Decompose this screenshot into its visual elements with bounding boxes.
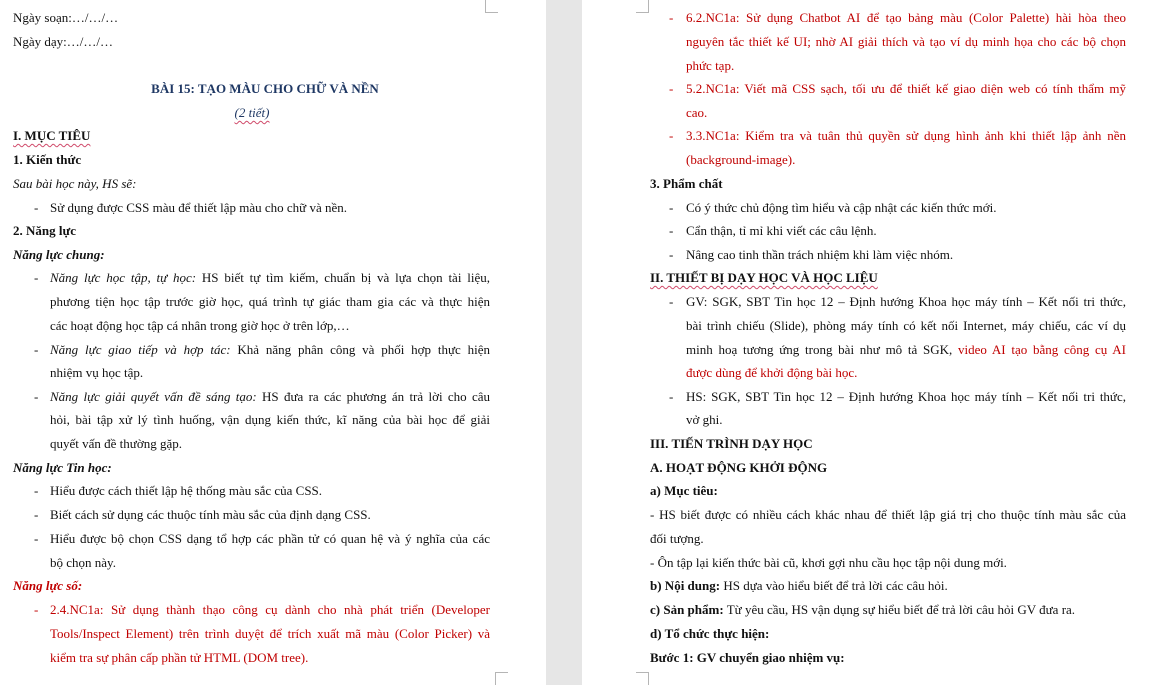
nang-luc-so-item-3: 5.2.NC1a: Viết mã CSS sạch, tối ưu để thiết kế giao diện web có tính thẩm mỹ	[686, 81, 1126, 96]
nang-luc-hoc-tap: Năng lực học tập, tự học: HS biết tự tìm kiếm, chuẩn bị và lựa chọn tài liệu,	[50, 270, 490, 285]
pham-chat-item-1: Có ý thức chủ động tìm hiểu và cập nhật các kiến thức mới.	[686, 200, 997, 215]
document-page-left	[0, 0, 546, 685]
pham-chat-item-2: Cẩn thận, tỉ mỉ khi viết các câu lệnh.	[686, 223, 877, 238]
heading-nang-luc: 2. Năng lực	[13, 223, 77, 238]
section-heading-thiet-bi: II. THIẾT BỊ DẠY HỌC VÀ HỌC LIỆU	[650, 270, 878, 285]
nang-luc-giai-quyet-line3: quyết vấn đề thường gặp.	[50, 436, 182, 451]
pham-chat-item-3: Nâng cao tinh thần trách nhiệm khi làm việc nhóm.	[686, 247, 954, 262]
heading-khoi-dong: A. HOẠT ĐỘNG KHỞI ĐỘNG	[650, 460, 828, 475]
bullet-dash: -	[669, 223, 674, 238]
bullet-dash: -	[34, 531, 39, 546]
bullet-dash: -	[34, 389, 39, 404]
heading-to-chuc: d) Tổ chức thực hiện:	[650, 626, 770, 641]
muc-tieu-item-1: - HS biết được có nhiều cách khác nhau để thiết lập giá trị cho thuộc tính màu sắc của	[650, 507, 1126, 522]
nang-luc-so-item-4: 3.3.NC1a: Kiểm tra và tuân thủ quyền sử dụng hình ảnh khi thiết lập ảnh nền	[686, 128, 1126, 143]
section-heading-tien-trinh: III. TIẾN TRÌNH DẠY HỌC	[650, 436, 813, 451]
bullet-dash: -	[34, 602, 39, 617]
heading-nang-luc-so: Năng lực số:	[13, 578, 83, 593]
nang-luc-so-item-2-line3: phức tạp.	[686, 58, 735, 73]
bullet-dash: -	[34, 507, 39, 522]
heading-nang-luc-tin-hoc: Năng lực Tin học:	[13, 460, 112, 475]
nang-luc-giao-tiep-line2: nhiệm vụ học tập.	[50, 365, 144, 380]
bullet-dash: -	[34, 483, 39, 498]
nang-luc-so-item-1: 2.4.NC1a: Sử dụng thành thạo công cụ dành cho nhà phát triển (Developer	[50, 602, 490, 617]
page-corner-mark	[636, 0, 649, 13]
heading-nang-luc-chung: Năng lực chung:	[13, 247, 105, 262]
ngay-soan: Ngày soạn:…/…/…	[13, 10, 119, 25]
kien-thuc-item: Sử dụng được CSS màu để thiết lập màu cho chữ và nền.	[50, 200, 347, 215]
heading-kien-thuc: 1. Kiến thức	[13, 152, 82, 167]
heading-pham-chat: 3. Phẩm chất	[650, 176, 723, 191]
nang-luc-so-item-1-line3: kiểm tra sự phân cấp phần tử HTML (DOM tree).	[50, 650, 309, 665]
bullet-dash: -	[34, 270, 39, 285]
lesson-subtitle: (2 tiết)	[234, 105, 270, 120]
bullet-dash: -	[34, 342, 39, 357]
document-page-right	[582, 0, 1150, 685]
thiet-bi-hs: HS: SGK, SBT Tin học 12 – Định hướng Khoa học máy tính – Kết nối tri thức,	[686, 389, 1126, 404]
nang-luc-so-item-1-line2: Tools/Inspect Element) trên trình duyệt để trích xuất mã màu (Color Picker) và	[50, 626, 490, 641]
nang-luc-so-item-4-line2: (background-image).	[686, 152, 796, 167]
nang-luc-so-item-2-line2: nguyên tắc thiết kế UI; nhờ AI giải thích và tạo ví dụ minh họa cho các bộ chọn	[686, 34, 1126, 49]
san-pham: c) Sản phẩm: Từ yêu cầu, HS vận dụng sự hiểu biết để trả lời câu hỏi GV đưa ra.	[650, 602, 1076, 617]
noi-dung: b) Nội dung: HS dựa vào hiểu biết để trả lời các câu hỏi.	[650, 578, 948, 593]
bullet-dash: -	[669, 247, 674, 262]
thiet-bi-hs-line2: vở ghi.	[686, 412, 723, 427]
bullet-dash: -	[669, 128, 674, 143]
nang-luc-giao-tiep: Năng lực giao tiếp và hợp tác: Khả năng phân công và phối hợp thực hiện	[50, 342, 490, 357]
thiet-bi-gv-line3: minh hoạ tương ứng trong bài như mô tả SGK, video AI tạo bằng công cụ AI	[686, 342, 1126, 357]
nang-luc-so-item-3-line2: cao.	[686, 105, 708, 120]
bullet-dash: -	[669, 10, 674, 25]
lesson-title: BÀI 15: TẠO MÀU CHO CHỮ VÀ NỀN	[151, 81, 379, 96]
thiet-bi-gv: GV: SGK, SBT Tin học 12 – Định hướng Khoa học máy tính – Kết nối tri thức,	[686, 294, 1126, 309]
muc-tieu-item-2: - Ôn tập lại kiến thức bài cũ, khơi gợi nhu cầu học tập nội dung mới.	[650, 555, 1007, 570]
bullet-dash: -	[669, 294, 674, 309]
nang-luc-giai-quyet: Năng lực giải quyết vấn đề sáng tạo: HS đưa ra các phương án trả lời cho câu	[50, 389, 490, 404]
bullet-dash: -	[669, 81, 674, 96]
page-corner-mark	[636, 672, 649, 685]
nang-luc-so-item-2: 6.2.NC1a: Sử dụng Chatbot AI để tạo bảng màu (Color Palette) hài hòa theo	[686, 10, 1126, 25]
intro-text: Sau bài học này, HS sẽ:	[13, 176, 137, 191]
page-corner-mark	[495, 672, 508, 685]
heading-buoc-1: Bước 1: GV chuyển giao nhiệm vụ:	[650, 650, 845, 665]
tin-hoc-item-3: Hiểu được bộ chọn CSS dạng tổ hợp các phần tử có quan hệ và ý nghĩa của các	[50, 531, 490, 546]
nang-luc-hoc-tap-line2: phương tiện học tập trước giờ học, quá trình tự giác tham gia các và thực hiện	[50, 294, 490, 309]
thiet-bi-gv-line2: bài trình chiếu (Slide), phòng máy tính có kết nối Internet, máy chiếu, các ví dụ	[686, 318, 1126, 333]
heading-muc-tieu: a) Mục tiêu:	[650, 483, 718, 498]
nang-luc-giai-quyet-line2: hỏi, bài tập xử lý tình huống, vận dụng kiến thức, kĩ năng của bài học để giải	[50, 412, 490, 427]
bullet-dash: -	[669, 389, 674, 404]
tin-hoc-item-2: Biết cách sử dụng các thuộc tính màu sắc của định dạng CSS.	[50, 507, 371, 522]
muc-tieu-item-1-line2: đối tượng.	[650, 531, 704, 546]
tin-hoc-item-1: Hiểu được cách thiết lập hệ thống màu sắc của CSS.	[50, 483, 323, 498]
nang-luc-hoc-tap-line3: các hoạt động học tập cá nhân trong giờ học ở trên lớp,…	[50, 318, 350, 333]
ngay-day: Ngày dạy:…/…/…	[13, 34, 114, 49]
section-heading-muc-tieu: I. MỤC TIÊU	[13, 128, 91, 143]
tin-hoc-item-3-line2: bộ chọn này.	[50, 555, 116, 570]
bullet-dash: -	[34, 200, 39, 215]
bullet-dash: -	[669, 200, 674, 215]
thiet-bi-gv-line4: được dùng để khởi động bài học.	[686, 365, 858, 380]
page-corner-mark	[485, 0, 498, 13]
